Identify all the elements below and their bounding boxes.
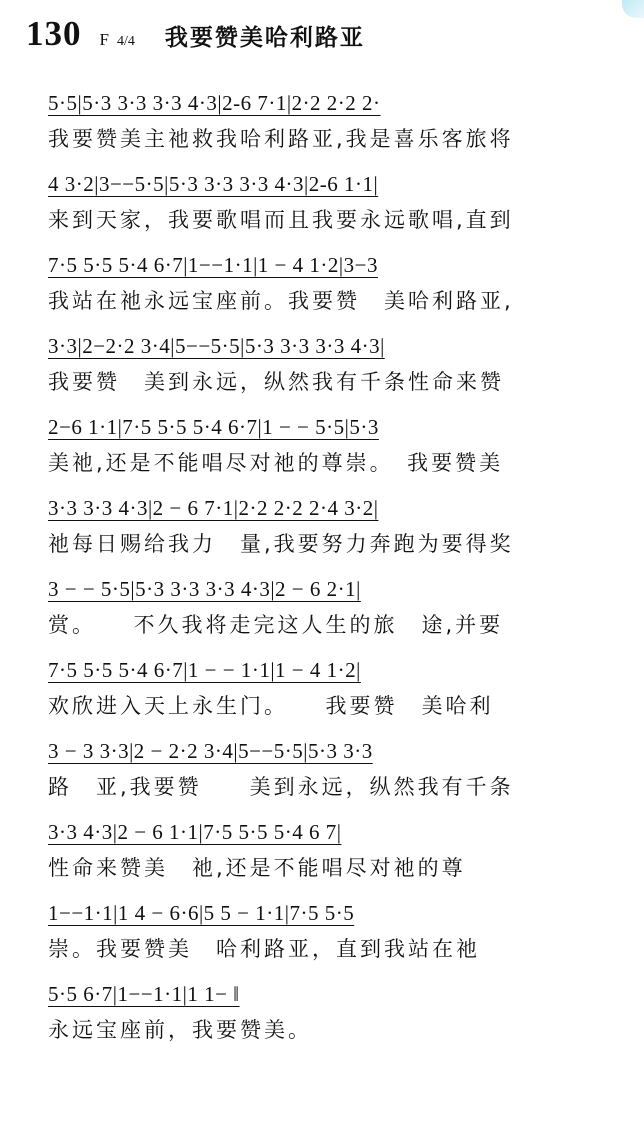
hymn-title: 我要赞美哈利路亚 bbox=[164, 25, 365, 51]
lyrics-line: 欢欣进入天上永生门。 我要赞 美哈利 bbox=[48, 694, 494, 718]
lyrics-line: 赏。 不久我将走完这人生的旅 途,并要 bbox=[48, 613, 504, 637]
notation-line: 7·5 5·5 5·4 6·7|1−−1·1|1 − 4 1·2|3−3 bbox=[48, 253, 378, 277]
lyrics-line: 路 亚,我要赞 美到永远，纵然我有千条 bbox=[48, 775, 514, 799]
key-signature: F bbox=[99, 30, 109, 49]
music-system bbox=[48, 167, 596, 239]
notation-line: 2−6 1·1|7·5 5·5 5·4 6·7|1 − − 5·5|5·3 bbox=[48, 415, 379, 439]
notation-line: 5·5|5·3 3·3 3·3 4·3|2-6 7·1|2·2 2·2 2· bbox=[48, 91, 381, 115]
music-system bbox=[48, 896, 596, 968]
hymn-number: 130 bbox=[26, 14, 82, 53]
notation-line: 1−−1·1|1 4 − 6·6|5 5 − 1·1|7·5 5·5 bbox=[48, 901, 355, 925]
music-system bbox=[48, 653, 596, 725]
notation-line: 4 3·2|3−−5·5|5·3 3·3 3·3 4·3|2-6 1·1| bbox=[48, 172, 379, 196]
music-system bbox=[48, 734, 596, 806]
lyrics-line: 来到天家，我要歌唱而且我要永远歌唱,直到 bbox=[48, 208, 514, 232]
music-system bbox=[48, 977, 596, 1049]
music-system bbox=[48, 491, 596, 563]
music-system bbox=[48, 572, 596, 644]
notation-line: 3·3 3·3 4·3|2 − 6 7·1|2·2 2·2 2·4 3·2| bbox=[48, 496, 379, 520]
notation-line: 3·3|2−2·2 3·4|5−−5·5|5·3 3·3 3·3 4·3| bbox=[48, 334, 385, 358]
lyrics-line: 我要赞美主祂救我哈利路亚,我是喜乐客旅将 bbox=[48, 127, 514, 151]
music-system bbox=[48, 815, 596, 887]
notation-line: 3 − − 5·5|5·3 3·3 3·3 4·3|2 − 6 2·1| bbox=[48, 577, 361, 601]
notation-line: 3 − 3 3·3|2 − 2·2 3·4|5−−5·5|5·3 3·3 bbox=[48, 739, 373, 763]
music-system bbox=[48, 248, 596, 320]
music-system bbox=[48, 86, 596, 158]
lyrics-line: 祂每日赐给我力 量,我要努力奔跑为要得奖 bbox=[48, 532, 514, 556]
corner-accent bbox=[622, 0, 644, 18]
notation-line: 3·3 4·3|2 − 6 1·1|7·5 5·5 5·4 6 7| bbox=[48, 820, 342, 844]
lyrics-line: 我要赞 美到永远，纵然我有千条性命来赞 bbox=[48, 370, 504, 394]
hymn-header bbox=[26, 14, 365, 54]
notation-line: 7·5 5·5 5·4 6·7|1 − − 1·1|1 − 4 1·2| bbox=[48, 658, 361, 682]
lyrics-line: 崇。我要赞美 哈利路亚，直到我站在祂 bbox=[48, 937, 480, 961]
lyrics-line: 美祂,还是不能唱尽对祂的尊崇。 我要赞美 bbox=[48, 451, 504, 475]
time-signature: 4/4 bbox=[116, 34, 135, 49]
notation-line: 5·5 6·7|1−−1·1|1 1− ‖ bbox=[48, 982, 240, 1006]
lyrics-line: 性命来赞美 祂,还是不能唱尽对祂的尊 bbox=[48, 856, 466, 880]
lyrics-line: 我站在祂永远宝座前。我要赞 美哈利路亚, bbox=[48, 289, 514, 313]
music-system bbox=[48, 329, 596, 401]
lyrics-line: 永远宝座前，我要赞美。 bbox=[48, 1018, 312, 1042]
music-system bbox=[48, 410, 596, 482]
